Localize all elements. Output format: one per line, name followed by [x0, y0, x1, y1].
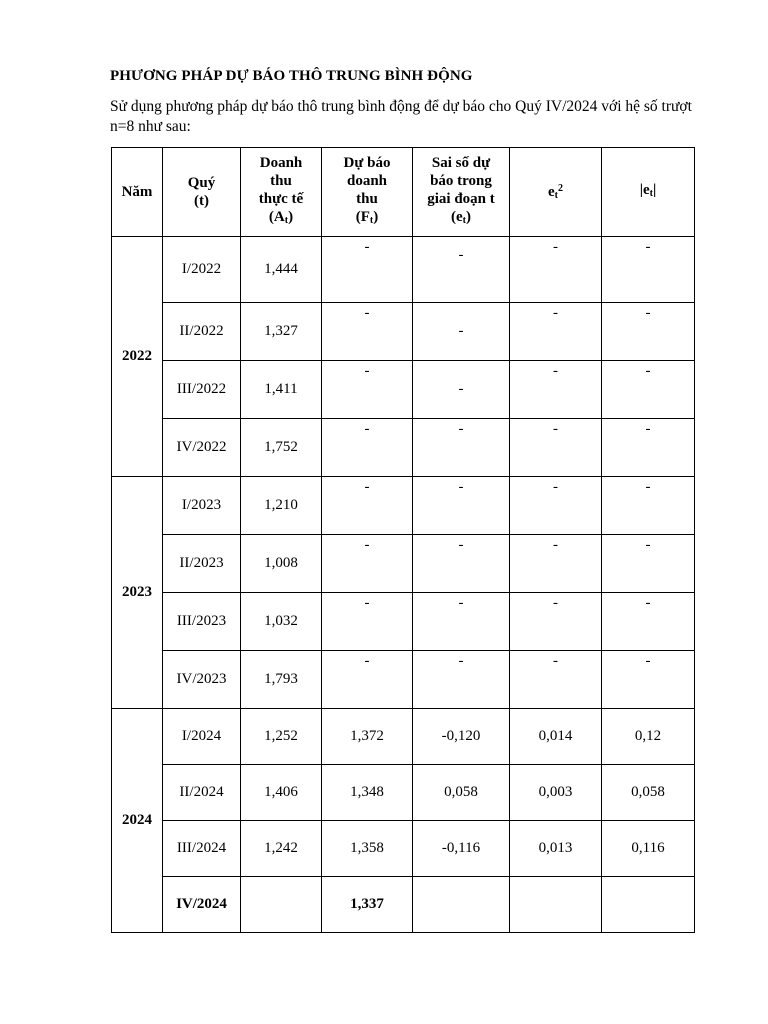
error-cell: -	[413, 361, 510, 419]
quarter-cell: IV/2023	[163, 651, 241, 709]
actual-cell: 1,406	[241, 765, 322, 821]
table-row	[112, 303, 695, 361]
header-abs-error: $|e_t|$	[602, 148, 695, 237]
actual-cell: 1,242	[241, 821, 322, 877]
document-title: PHƯƠNG PHÁP DỰ BÁO THÔ TRUNG BÌNH ĐỘNG	[110, 68, 473, 84]
year-cell-2022: 2022	[112, 237, 163, 477]
abs-error-cell	[602, 877, 695, 933]
error-squared-cell: -	[510, 477, 602, 535]
abs-error-cell: 0,058	[602, 765, 695, 821]
actual-cell: 1,252	[241, 709, 322, 765]
quarter-cell: II/2024	[163, 765, 241, 821]
quarter-cell: IV/2024	[163, 877, 241, 933]
forecast-cell: -	[322, 361, 413, 419]
quarter-cell: I/2022	[163, 237, 241, 303]
forecast-table	[111, 147, 695, 933]
actual-cell: 1,032	[241, 593, 322, 651]
error-cell: -	[413, 535, 510, 593]
actual-cell: 1,793	[241, 651, 322, 709]
abs-error-cell: -	[602, 593, 695, 651]
header-forecast-revenue: Dự báo doanh thu $(F_t)$	[322, 148, 413, 237]
table-row	[112, 477, 695, 535]
forecast-cell: -	[322, 237, 413, 303]
table-row	[112, 535, 695, 593]
forecast-cell: -	[322, 593, 413, 651]
error-squared-cell: -	[510, 535, 602, 593]
error-squared-cell: -	[510, 651, 602, 709]
abs-error-cell: -	[602, 237, 695, 303]
error-cell: 0,058	[413, 765, 510, 821]
header-forecast-error: Sai số dự báo trong giai đoạn t $(e_t)$	[413, 148, 510, 237]
error-cell: -	[413, 593, 510, 651]
abs-error-cell: -	[602, 535, 695, 593]
actual-cell: 1,752	[241, 419, 322, 477]
actual-cell: 1,327	[241, 303, 322, 361]
quarter-cell: IV/2022	[163, 419, 241, 477]
table-row	[112, 709, 695, 765]
actual-cell: 1,444	[241, 237, 322, 303]
forecast-cell: 1,372	[322, 709, 413, 765]
actual-cell: 1,210	[241, 477, 322, 535]
error-cell: -	[413, 237, 510, 303]
actual-cell: 1,008	[241, 535, 322, 593]
error-squared-cell: -	[510, 593, 602, 651]
abs-error-cell: -	[602, 361, 695, 419]
table-row	[112, 821, 695, 877]
forecast-cell: 1,348	[322, 765, 413, 821]
header-error-squared: $e_t^2$	[510, 148, 602, 237]
header-actual-revenue: Doanh thu thực tế $(A_t)$	[241, 148, 322, 237]
forecast-cell: 1,358	[322, 821, 413, 877]
abs-error-cell: -	[602, 303, 695, 361]
abs-error-cell: -	[602, 651, 695, 709]
quarter-cell: III/2024	[163, 821, 241, 877]
quarter-cell: II/2023	[163, 535, 241, 593]
error-squared-cell	[510, 877, 602, 933]
header-year: Năm	[112, 148, 163, 237]
table-row	[112, 651, 695, 709]
year-cell-2024: 2024	[112, 709, 163, 933]
quarter-cell: I/2023	[163, 477, 241, 535]
table-row	[112, 593, 695, 651]
error-cell: -	[413, 419, 510, 477]
forecast-cell: -	[322, 651, 413, 709]
intro-paragraph: Sử dụng phương pháp dự báo thô trung bình động để dự báo cho Quý IV/2024 với hệ số trượt n=8 như sau:	[110, 98, 692, 135]
quarter-cell: I/2024	[163, 709, 241, 765]
error-squared-cell: -	[510, 237, 602, 303]
forecast-cell: -	[322, 535, 413, 593]
error-squared-cell: -	[510, 419, 602, 477]
forecast-cell: -	[322, 303, 413, 361]
quarter-cell: III/2023	[163, 593, 241, 651]
table-row	[112, 237, 695, 303]
abs-error-cell: -	[602, 419, 695, 477]
actual-cell: 1,411	[241, 361, 322, 419]
error-cell: -	[413, 651, 510, 709]
error-squared-cell: 0,013	[510, 821, 602, 877]
abs-error-cell: 0,12	[602, 709, 695, 765]
error-squared-cell: 0,003	[510, 765, 602, 821]
abs-error-cell: -	[602, 477, 695, 535]
error-cell: -0,116	[413, 821, 510, 877]
actual-cell	[241, 877, 322, 933]
error-cell: -0,120	[413, 709, 510, 765]
forecast-cell: 1,337	[322, 877, 413, 933]
error-cell: -	[413, 303, 510, 361]
year-cell-2023: 2023	[112, 477, 163, 709]
forecast-cell: -	[322, 477, 413, 535]
error-squared-cell: 0,014	[510, 709, 602, 765]
error-cell: -	[413, 477, 510, 535]
abs-error-cell: 0,116	[602, 821, 695, 877]
header-row	[112, 148, 695, 237]
table-row	[112, 361, 695, 419]
table-row	[112, 419, 695, 477]
error-cell	[413, 877, 510, 933]
forecast-cell: -	[322, 419, 413, 477]
table-row	[112, 877, 695, 933]
quarter-cell: II/2022	[163, 303, 241, 361]
error-squared-cell: -	[510, 303, 602, 361]
table-row	[112, 765, 695, 821]
quarter-cell: III/2022	[163, 361, 241, 419]
error-squared-cell: -	[510, 361, 602, 419]
header-quarter: Quý (t)	[163, 148, 241, 237]
